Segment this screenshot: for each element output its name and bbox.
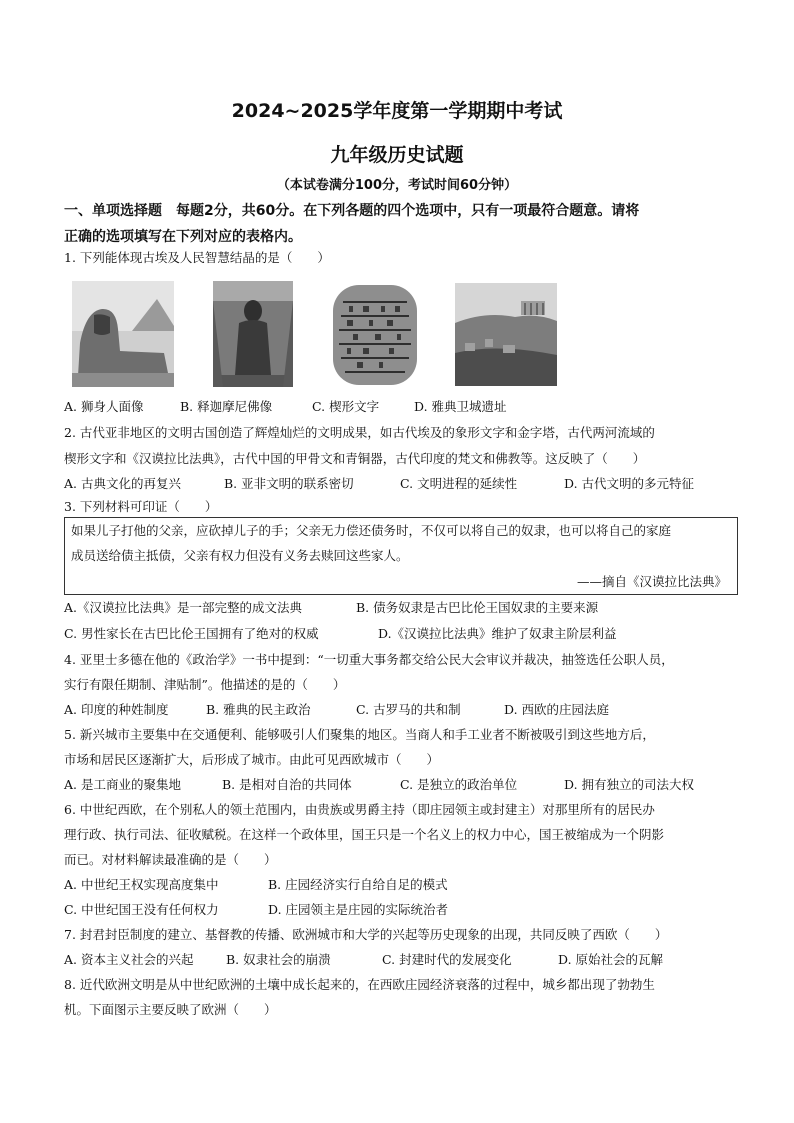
q3-material-line1: 如果儿子打他的父亲，应砍掉儿子的手；父亲无力偿还债务时，不仅可以将自己的奴隶，也可以将自己的家庭: [71, 523, 672, 538]
q6-options-row1: [64, 876, 448, 894]
sphinx-image: [72, 281, 174, 387]
q3-options-row1: [64, 599, 598, 617]
q2-line2: 楔形文字和《汉谟拉比法典》，古代中国的甲骨文和青铜器，古代印度的梵文和佛教等。这反映了（ ）: [64, 451, 646, 466]
q7-line1: 7. 封君封臣制度的建立、基督教的传播、欧洲城市和大学的兴起等历史现象的出现，共同反映了西欧（ ）: [64, 927, 668, 942]
q2-option-d: D. 古代文明的多元特征: [564, 476, 695, 491]
q3-option-d: D.《汉谟拉比法典》维护了奴隶主阶层利益: [378, 626, 617, 641]
q5-option-d: D. 拥有独立的司法大权: [564, 777, 695, 792]
q3-options-row2: [64, 625, 617, 643]
q4-options: [64, 701, 609, 719]
q7-option-a: A. 资本主义社会的兴起: [64, 952, 194, 967]
q2-option-c: C. 文明进程的延续性: [400, 476, 518, 491]
q6-line2: 理行政、执行司法、征收赋税。在这样一个政体里，国王只是一个名义上的权力中心，国王被缩成为一个阴影: [64, 827, 665, 842]
exam-note: （本试卷满分100分，考试时间60分钟）: [276, 178, 518, 193]
q2-options: [64, 475, 694, 493]
exam-title: 2024~2025学年度第一学期期中考试: [231, 100, 563, 122]
q8-line2: 机。下面图示主要反映了欧洲（ ）: [64, 1002, 277, 1017]
q6-option-c: C. 中世纪国王没有任何权力: [64, 902, 219, 917]
q3-option-a: A.《汉谟拉比法典》是一部完整的成文法典: [64, 600, 303, 615]
q5-line2: 市场和居民区逐渐扩大，后形成了城市。由此可见西欧城市（ ）: [64, 752, 440, 767]
exam-subtitle: 九年级历史试题: [330, 144, 464, 166]
q7-option-d: D. 原始社会的瓦解: [558, 952, 664, 967]
q6-line3: 而已。对材料解读最准确的是（ ）: [64, 852, 277, 867]
q6-option-a: A. 中世纪王权实现高度集中: [64, 877, 219, 892]
q3-material-box: [64, 517, 738, 595]
q1-option-a: A. 狮身人面像: [64, 399, 144, 414]
q2-option-b: B. 亚非文明的联系密切: [224, 476, 354, 491]
q1-option-c: C. 楔形文字: [312, 399, 380, 414]
q5-option-b: B. 是相对自治的共同体: [222, 777, 352, 792]
q3-option-c: C. 男性家长在古巴比伦王国拥有了绝对的权威: [64, 626, 319, 641]
q5-options: [64, 776, 694, 794]
q4-option-c: C. 古罗马的共和制: [356, 702, 461, 717]
q3-option-b: B. 债务奴隶是古巴比伦王国奴隶的主要来源: [356, 600, 599, 615]
q4-line1: 4. 亚里士多德在他的《政治学》一书中提到：“一切重大事务都交给公民大会审议并裁决，抽签选任公职人员，: [64, 652, 674, 667]
q1-options: [64, 398, 507, 416]
q1-option-b: B. 释迦摩尼佛像: [180, 399, 273, 414]
q7-option-c: C. 封建时代的发展变化: [382, 952, 512, 967]
section-heading-line2: 正确的选项填写在下列对应的表格内。: [64, 229, 302, 245]
q6-options-row2: [64, 901, 448, 919]
q4-option-b: B. 雅典的民主政治: [206, 702, 311, 717]
q6-option-b: B. 庄园经济实行自给自足的模式: [268, 877, 448, 892]
section-heading-line1: 一、单项选择题 每题2分，共60分。在下列各题的四个选项中，只有一项最符合题意。请将: [64, 203, 640, 219]
cuneiform-tablet-image: [329, 282, 421, 388]
q7-option-b: B. 奴隶社会的崩溃: [226, 952, 331, 967]
q4-option-a: A. 印度的种姓制度: [64, 702, 169, 717]
q5-line1: 5. 新兴城市主要集中在交通便利、能够吸引人们聚集的地区。当商人和手工业者不断被吸引到这些地方后，: [64, 727, 655, 742]
q5-option-c: C. 是独立的政治单位: [400, 777, 518, 792]
acropolis-image: [455, 283, 557, 386]
q7-options: [64, 951, 663, 969]
q3-material-source: ——摘自《汉谟拉比法典》: [576, 574, 727, 589]
q6-line1: 6. 中世纪西欧，在个别私人的领土范围内，由贵族或男爵主持（即庄园领主或封建主）对那里所有的居民办: [64, 802, 655, 817]
q8-line1: 8. 近代欧洲文明是从中世纪欧洲的土壤中成长起来的，在西欧庄园经济衰落的过程中，城乡都出现了勃勃生: [64, 977, 655, 992]
q2-line1: 2. 古代亚非地区的文明古国创造了辉煌灿烂的文明成果，如古代埃及的象形文字和金字塔，古代两河流域的: [64, 425, 655, 440]
q4-line2: 实行有限任期制、津贴制”。他描述的是的（ ）: [64, 677, 346, 692]
buddha-statue-image: [213, 281, 293, 387]
q5-option-a: A. 是工商业的聚集地: [64, 777, 181, 792]
q3-material-line2: 成员送给债主抵债，父亲有权力但没有义务去赎回这些家人。: [71, 548, 409, 563]
q1-stem: 1. 下列能体现古埃及人民智慧结晶的是（ ）: [64, 250, 330, 265]
q4-option-d: D. 西欧的庄园法庭: [504, 702, 610, 717]
q6-option-d: D. 庄园领主是庄园的实际统治者: [268, 902, 449, 917]
q3-stem: 3. 下列材料可印证（ ）: [64, 499, 218, 514]
q1-option-d: D. 雅典卫城遗址: [414, 399, 507, 414]
q2-option-a: A. 古典文化的再复兴: [64, 476, 181, 491]
